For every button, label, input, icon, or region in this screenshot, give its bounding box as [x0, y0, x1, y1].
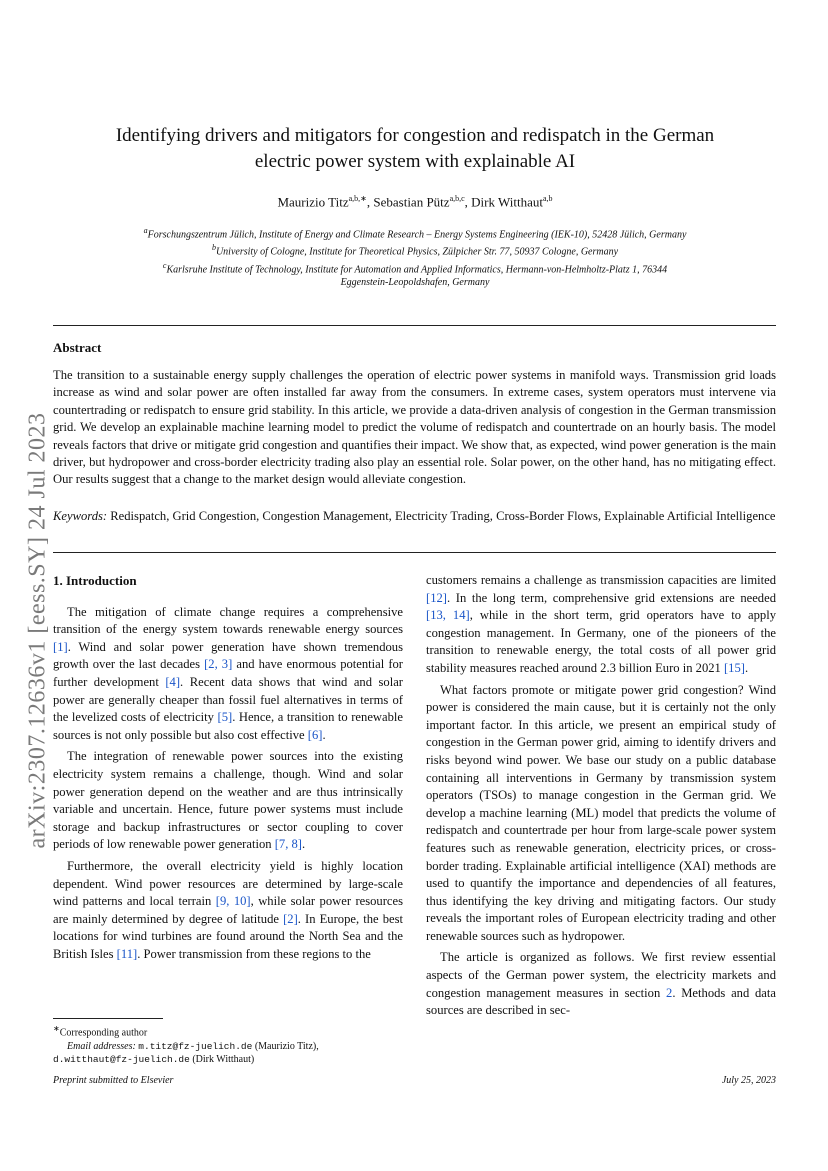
body-paragraph: customers remains a challenge as transmission capacities are limited [12]. In the long term, comprehensive grid extensions are needed [13, 14], while in the short term, grid operators have to apply congestion management. In Germany, one of the pioneers of the transition to renewable energy, the total costs of all power grid stability measures reached around 2.3 billion Euro in 2021 [15]. [426, 573, 776, 675]
affiliation: $^c$Karlsruhe Institute of Technology, Institute for Automation and Applied Informatics, Hermann-von-Helmholtz-Platz 1, 76344 [162, 260, 668, 275]
top-rule [53, 325, 776, 326]
citation-link[interactable]: [2, 3] [204, 657, 233, 672]
footnote-emails-2: d.witthaut@fz-juelich.de (Dirk Witthaut) [53, 1054, 255, 1066]
keywords [53, 508, 776, 525]
citation-link[interactable]: [9, 10] [215, 894, 251, 909]
body-paragraph: Furthermore, the overall electricity yield is highly location dependent. Wind power resources are determined by large-scale wind patterns and local terrain [9, 10], while solar power resources are mainly determined by degree of latitude [2]. In Europe, the best locations for wind turbines are found around the North Sea and the British Isles [11]. Power transmission from these regions to the [53, 858, 403, 961]
footnote-corresponding: ∗Corresponding author [53, 1024, 148, 1039]
citation-link[interactable]: [7, 8] [274, 837, 302, 852]
body-paragraph: What factors promote or mitigate power grid congestion? Wind power is considered the main cause, but it is certainly not the only important factor. In this article, we present an empirical study of congestion in the German power grid, aiming to identify drivers and risks beyond wind power. We base our study on a public database containing all interventions in Germany by transmission system operators (TSOs) to manage congestion in the German grid. We develop a machine learning (ML) model that predicts the volume of redispatch and countertrade per hour from large-scale power system features such as renewable generation, electricity prices, or cross-border trading. Explainable artificial intelligence (XAI) methods are used to quantify the importance and dependencies of all features, thus identifying the key driving and mitigating factors. Our study reveals the important roles of European electricity trading and other renewable sources such as hydropower. [426, 682, 776, 943]
citation-link[interactable]: [2] [283, 911, 298, 926]
affiliation: $^b$University of Cologne, Institute for Theoretical Physics, Zülpicher Str. 77, 50937 Cologne, Germany [211, 243, 619, 258]
email-link[interactable]: m.titz@fz-juelich.de [138, 1040, 253, 1052]
keywords-label: Keywords: [53, 509, 108, 523]
body-paragraph: The mitigation of climate change requires a comprehensive transition of the energy system towards renewable energy sources [1]. Wind and solar power generation have shown tremendous growth over the last decades [2, 3] and have enormous potential for further development [4]. Recent data shows that wind and solar power are generally cheaper than fossil fuel alternatives in terms of the levelized costs of electricity [5]. Hence, a transition to renewable sources is not only possible but also cost effective [6]. [53, 604, 404, 742]
footer-date: July 25, 2023 [721, 1075, 776, 1086]
body-paragraph: The integration of renewable power sources into the existing electricity system remains a challenge, though. Wind and solar power generation depend on the weather and are thus intrinsically variable and uncertain. Hence, future power systems must include storage and backup infrastructures or sector coupling to cover periods of low renewable power generation [7, 8]. [53, 749, 403, 852]
paper-title [60, 123, 770, 175]
abstract-text: The transition to a sustainable energy supply challenges the operation of electric power systems in manifold ways. Transmission grid loads increase as wind and solar power are often installed far away from the consumers. In extreme cases, system operators must intervene via countertrading or redispatch to ensure grid stability. In this article, we provide a data-driven analysis of congestion in the German transmission grid. We develop an explainable machine learning model to predict the volume of redispatch and countertrade on an hourly basis. The model reveals factors that drive or mitigate grid congestion and quantifies their impact. We show that, as expected, wind power generation is the main driver, but hydropower and cross-border electricity trading also play an essential role. Solar power, on the other hand, has no mitigating effect. Our results suggest that a change to the market design would alleviate congestion. [53, 368, 776, 487]
citation-link[interactable]: [4] [165, 674, 181, 689]
author-affil-mark: a,b [542, 194, 553, 203]
email-link[interactable]: d.witthaut@fz-juelich.de [53, 1054, 190, 1066]
title-line-1: Identifying drivers and mitigators for congestion and redispatch in the German [115, 125, 715, 146]
body-paragraph: The article is organized as follows. We first review essential aspects of the German power system, the electricity markets and congestion management measures in section 2. Methods and data sources are described in sec- [426, 950, 776, 1018]
keywords-text: Redispatch, Grid Congestion, Congestion Management, Electricity Trading, Cross-Border Flows, Explainable Artificial Intelligence [110, 509, 776, 523]
author-affil-mark: a,b,c [449, 194, 465, 203]
citation-link[interactable]: 2 [666, 985, 673, 1000]
citation-link[interactable]: [15] [723, 660, 745, 675]
citation-link[interactable]: [5] [217, 710, 233, 725]
citation-link[interactable]: [13, 14] [426, 608, 470, 623]
affiliation: Eggenstein-Leopoldshafen, Germany [340, 276, 490, 288]
author-list: Maurizio Titz$^{a,b,∗}$, Sebastian Pütz$^{a,b,c}$, Dirk Witthaut$^{a,b}$ [277, 194, 553, 210]
citation-link[interactable]: [11] [116, 946, 138, 961]
section-heading: 1. Introduction [53, 573, 137, 588]
citation-link[interactable]: [6] [307, 727, 323, 742]
footnote [53, 1022, 403, 1067]
author-name: Dirk Witthaut [471, 194, 543, 210]
affiliation: $^a$Forschungszentrum Jülich, Institute of Energy and Climate Research – Energy Systems Engineering (IEK-10), 52428 Jülich, Germany [143, 226, 687, 241]
arxiv-stamp-text: arXiv:2307.12636v1 [eess.SY] 24 Jul 2023 [24, 412, 51, 848]
citation-link[interactable]: [1] [53, 639, 68, 654]
author-affil-mark: a,b,∗ [348, 194, 367, 203]
author-name: Maurizio Titz [277, 194, 349, 210]
footer-left: Preprint submitted to Elsevier [53, 1075, 174, 1086]
bottom-rule [53, 552, 776, 553]
left-column [53, 572, 403, 967]
title-line-2: electric power system with explainable AI [254, 151, 576, 172]
abstract-heading: Abstract [53, 340, 102, 355]
affiliation-list [55, 224, 775, 289]
author-name: Sebastian Pütz [373, 194, 450, 210]
footnote-emails: Email addresses: m.titz@fz-juelich.de (Maurizio Titz), [67, 1040, 319, 1052]
right-column [426, 572, 776, 1024]
citation-link[interactable]: [12] [426, 590, 447, 605]
footnote-rule [53, 1018, 163, 1019]
